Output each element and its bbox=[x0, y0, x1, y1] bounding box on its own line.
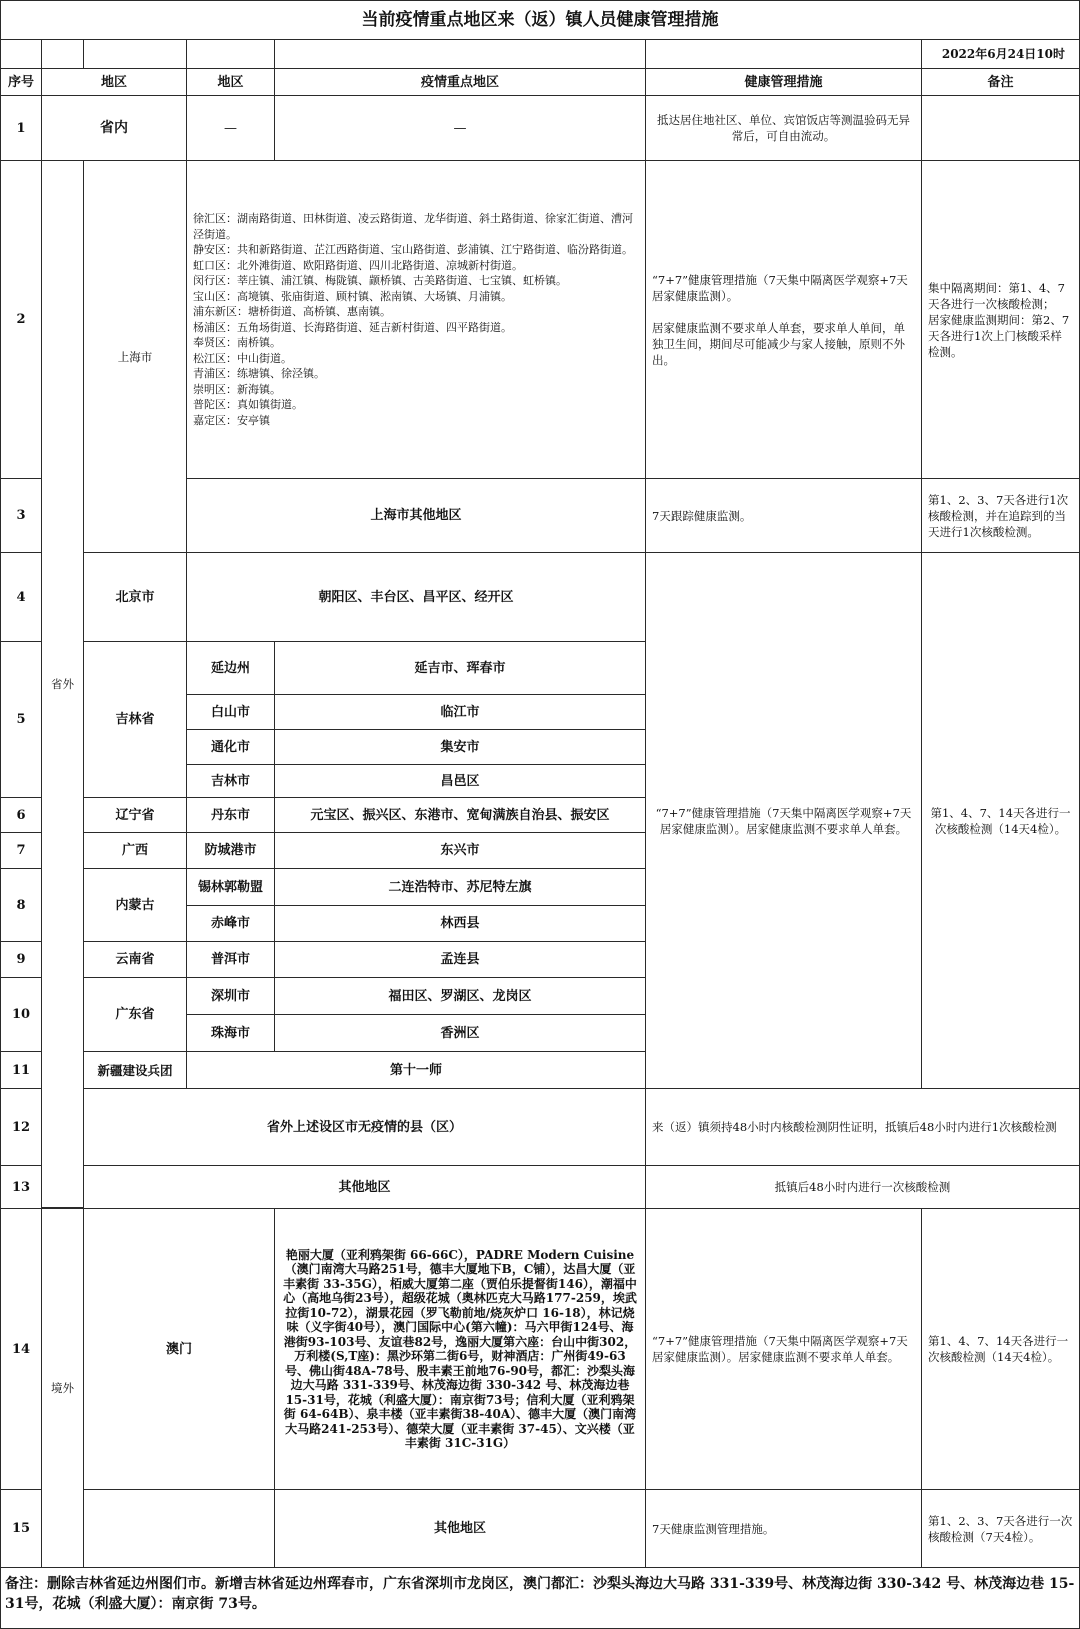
date-bar-blank bbox=[83, 39, 187, 69]
date-bar-blank bbox=[0, 39, 42, 69]
date-bar-blank bbox=[274, 39, 646, 69]
region-cell: 省内 bbox=[41, 95, 187, 161]
measure-cell: “7+7”健康管理措施（7天集中隔离医学观察+7天居家健康监测）。 居家健康监测不要求单人单套，要求单人单间，单独卫生间，期间尽可能减少与家人接触，原则不外出。 bbox=[645, 160, 922, 479]
key-area-cell: 二连浩特市、苏尼特左旗 bbox=[274, 868, 646, 906]
page-title: 当前疫情重点地区来（返）镇人员健康管理措施 bbox=[0, 0, 1080, 40]
measure-cell: “7+7”健康管理措施（7天集中隔离医学观察+7天居家健康监测）。居家健康监测不要求单人单套。 bbox=[645, 1208, 922, 1490]
sub-region-cell: — bbox=[186, 95, 275, 161]
region-cell: 内蒙古 bbox=[83, 868, 187, 942]
sub-region-cell: 通化市 bbox=[186, 729, 275, 765]
measure-cell: 7天跟踪健康监测。 bbox=[645, 478, 922, 553]
key-area-cell: 集安市 bbox=[274, 729, 646, 765]
key-area-cell: 临江市 bbox=[274, 694, 646, 730]
key-area-cell: 徐汇区：湖南路街道、田林街道、凌云路街道、龙华街道、斜土路街道、徐家汇街道、漕河泾街道。 静安区：共和新路街道、芷江西路街道、宝山路街道、彭浦镇、江宁路街道、临汾路街道。 虹口区：北外滩街道、欧阳路街道、四川北路街道、凉城新村街道。 闵行区：莘庄镇、浦江镇、梅陇镇、颛桥镇、古美路街道、七宝镇、虹桥镇。 宝山区：高境镇、张庙街道、顾村镇、淞南镇、大场镇、月浦镇。 浦东新区：塘桥街道、高桥镇、惠南镇。 杨浦区：五角场街道、长海路街道、延吉新村街道、四平路街道。 奉贤区：南桥镇。 松江区：中山街道。 青浦区：练塘镇、徐泾镇。 崇明区：新海镇。 普陀区：真如镇街道。 嘉定区：安亭镇 bbox=[186, 160, 646, 479]
sub-region-cell: 延边州 bbox=[186, 641, 275, 695]
sub-region-cell: 防城港市 bbox=[186, 832, 275, 869]
sub-region-cell: 深圳市 bbox=[186, 977, 275, 1015]
row-seq: 11 bbox=[0, 1051, 42, 1089]
row-seq: 10 bbox=[0, 977, 42, 1052]
region-cell: 辽宁省 bbox=[83, 797, 187, 833]
key-area-cell: 延吉市、珲春市 bbox=[274, 641, 646, 695]
key-area-cell: 其他地区 bbox=[83, 1165, 646, 1209]
remark-cell: 第1、2、3、7天各进行一次核酸检测（7天4检）。 bbox=[921, 1489, 1080, 1568]
date-bar-blank bbox=[41, 39, 84, 69]
key-area-cell: 元宝区、振兴区、东港市、宽甸满族自治县、振安区 bbox=[274, 797, 646, 833]
region-cell: 北京市 bbox=[83, 552, 187, 642]
row-seq: 1 bbox=[0, 95, 42, 161]
region-cell: 广东省 bbox=[83, 977, 187, 1052]
sub-region-cell: 丹东市 bbox=[186, 797, 275, 833]
key-area-cell: 昌邑区 bbox=[274, 764, 646, 798]
row-seq: 6 bbox=[0, 797, 42, 833]
region-cell: 上海市 bbox=[83, 160, 187, 553]
key-area-cell: 艳丽大厦（亚利鸦架街 66-66C），PADRE Modern Cuisine（澳门南湾大马路251号，德丰大厦地下B，C铺），达昌大厦（亚丰素街 33-35G），栢威大厦第二座（贾伯乐提督街146），潮福中心（高地乌街23号），超级花城（奥林匹克大马路177-259，埃武拉街10-72），湖景花园（罗飞勒前地/烧灰炉口 16-18），林记烧味（义字街40号），澳门国际中心(第六幢)：马六甲街124号、海港街93-103号、友谊巷82号，逸丽大厦第六座：台山中街302，万利楼(S,T座)：黑沙环第二街6号，财神酒店：广州街49-63号、佛山街48A-78号、殷丰素王前地76-90号，都汇：沙梨头海边大马路 331-339号、林茂海边街 330-342 号、林茂海边巷 15-31号，花城（利盛大厦）：南京街73号；信利大厦（亚利鸦架街 64-64B）、泉丰楼（亚丰素街38-40A）、德丰大厦（澳门南湾大马路241-253号）、德荣大厦（亚丰素街 37-45）、文兴楼（亚丰素街 31C-31G） bbox=[274, 1208, 646, 1490]
measure-cell: 来（返）镇须持48小时内核酸检测阴性证明，抵镇后48小时内进行1次核酸检测 bbox=[645, 1088, 1080, 1166]
row-seq: 14 bbox=[0, 1208, 42, 1490]
measure-cell: 抵镇后48小时内进行一次核酸检测 bbox=[645, 1165, 1080, 1209]
region-cell: 广西 bbox=[83, 832, 187, 869]
sub-region-cell: 吉林市 bbox=[186, 764, 275, 798]
date-bar-blank bbox=[186, 39, 275, 69]
key-area-cell: 上海市其他地区 bbox=[186, 478, 646, 553]
region-cell: 云南省 bbox=[83, 941, 187, 978]
region-cell: 澳门 bbox=[83, 1208, 275, 1490]
row-seq: 13 bbox=[0, 1165, 42, 1209]
measure-cell: 抵达居住地社区、单位、宾馆饭店等测温验码无异常后，可自由流动。 bbox=[645, 95, 922, 161]
update-date: 2022年6月24日10时 bbox=[921, 39, 1080, 69]
row-seq: 5 bbox=[0, 641, 42, 798]
measure-cell: “7+7”健康管理措施（7天集中隔离医学观察+7天居家健康监测）。居家健康监测不要求单人单套。 bbox=[645, 552, 922, 1089]
region-cell: 吉林省 bbox=[83, 641, 187, 798]
group-outside-province: 省外 bbox=[41, 160, 84, 1208]
key-area-cell: 孟连县 bbox=[274, 941, 646, 978]
header-seq: 序号 bbox=[0, 68, 42, 96]
group-overseas: 境外 bbox=[41, 1208, 84, 1568]
sub-region-cell: 赤峰市 bbox=[186, 905, 275, 942]
sub-region-cell: 珠海市 bbox=[186, 1014, 275, 1052]
row-seq: 3 bbox=[0, 478, 42, 553]
measure-cell: 7天健康监测管理措施。 bbox=[645, 1489, 922, 1568]
row-seq: 4 bbox=[0, 552, 42, 642]
key-area-cell: 林西县 bbox=[274, 905, 646, 942]
key-area-cell: 朝阳区、丰台区、昌平区、经开区 bbox=[186, 552, 646, 642]
sub-region-cell: 普洱市 bbox=[186, 941, 275, 978]
header-key-area: 疫情重点地区 bbox=[274, 68, 646, 96]
key-area-cell: 福田区、罗湖区、龙岗区 bbox=[274, 977, 646, 1015]
row-seq: 12 bbox=[0, 1088, 42, 1166]
key-area-cell: 东兴市 bbox=[274, 832, 646, 869]
row-seq: 15 bbox=[0, 1489, 42, 1568]
header-region-2: 地区 bbox=[186, 68, 275, 96]
remark-cell bbox=[921, 95, 1080, 161]
remark-cell: 第1、4、7、14天各进行一次核酸检测（14天4检）。 bbox=[921, 1208, 1080, 1490]
key-area-cell: 其他地区 bbox=[274, 1489, 646, 1568]
region-cell bbox=[83, 1489, 275, 1568]
remark-cell: 第1、4、7、14天各进行一次核酸检测（14天4检）。 bbox=[921, 552, 1080, 1089]
header-remarks: 备注 bbox=[921, 68, 1080, 96]
row-seq: 9 bbox=[0, 941, 42, 978]
key-area-cell: 香洲区 bbox=[274, 1014, 646, 1052]
sub-region-cell: 白山市 bbox=[186, 694, 275, 730]
key-area-cell: 第十一师 bbox=[186, 1051, 646, 1089]
sub-region-cell: 锡林郭勒盟 bbox=[186, 868, 275, 906]
region-cell: 新疆建设兵团 bbox=[83, 1051, 187, 1089]
row-seq: 8 bbox=[0, 868, 42, 942]
row-seq: 2 bbox=[0, 160, 42, 479]
row-seq: 7 bbox=[0, 832, 42, 869]
remark-cell: 集中隔离期间：第1、4、7天各进行一次核酸检测； 居家健康监测期间：第2、7天各进行1次上门核酸采样检测。 bbox=[921, 160, 1080, 479]
header-region-1: 地区 bbox=[41, 68, 187, 96]
footnote: 备注：删除吉林省延边州图们市。新增吉林省延边州珲春市，广东省深圳市龙岗区，澳门都汇：沙梨头海边大马路 331-339号、林茂海边街 330-342 号、林茂海边巷 15-31号，花城（利盛大厦）：南京街 73号。 bbox=[0, 1567, 1080, 1629]
header-measures: 健康管理措施 bbox=[645, 68, 922, 96]
key-area-cell: — bbox=[274, 95, 646, 161]
date-bar-blank bbox=[645, 39, 922, 69]
remark-cell: 第1、2、3、7天各进行1次核酸检测，并在追踪到的当天进行1次核酸检测。 bbox=[921, 478, 1080, 553]
key-area-cell: 省外上述设区市无疫情的县（区） bbox=[83, 1088, 646, 1166]
